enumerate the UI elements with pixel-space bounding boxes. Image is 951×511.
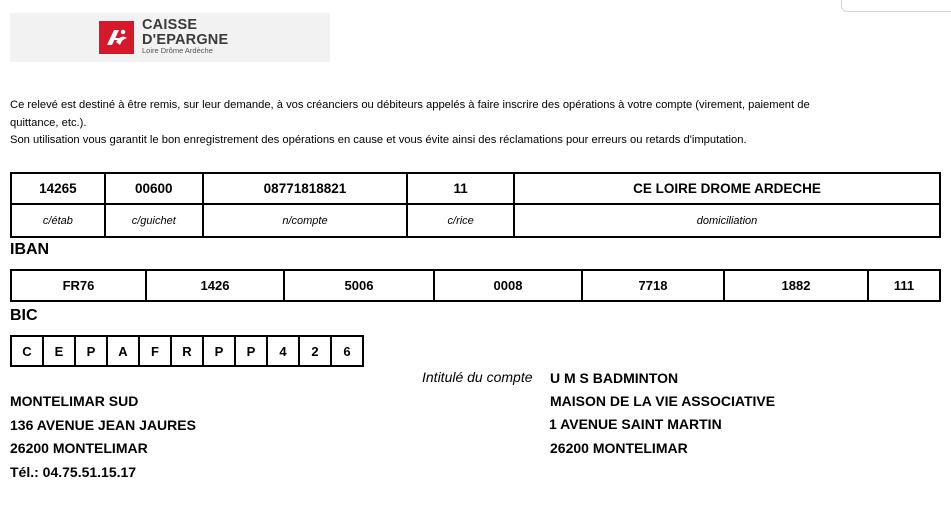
iban-group: 7718 [582, 270, 724, 301]
iban-heading: IBAN [10, 241, 50, 258]
bank-logo [10, 13, 330, 62]
rib-label-compte: n/compte [203, 204, 408, 237]
bic-char: R [171, 336, 203, 366]
bic-char: C [11, 336, 43, 366]
bic-char: 4 [267, 336, 299, 366]
bic-char: E [43, 336, 75, 366]
bic-row [11, 336, 363, 366]
rib-domiciliation: CE LOIRE DROME ARDECHE [514, 173, 940, 204]
intro-paragraph-2: Son utilisation vous garantit le bon enregistrement des opérations en cause et vous évite ainsi des réclamations pour erreurs ou retards d'imputation. [10, 134, 747, 146]
bank-name-line2: D'EPARGNE [142, 31, 229, 48]
bic-char: 6 [331, 336, 363, 366]
rib-label-guichet: c/guichet [105, 204, 203, 237]
account-holder-address-line: MAISON DE LA VIE ASSOCIATIVE [550, 393, 776, 409]
account-holder-address-line: 1 AVENUE SAINT MARTIN [549, 416, 722, 432]
bic-heading: BIC [10, 307, 38, 324]
rib-table [10, 172, 941, 238]
rib-key: 11 [407, 173, 514, 204]
rib-values-row [11, 173, 940, 204]
iban-group: 111 [868, 270, 940, 301]
intro-text [10, 97, 830, 150]
rib-labels-row [11, 204, 940, 237]
rib-account-number: 08771818821 [203, 173, 408, 204]
account-holder-name: U M S BADMINTON [550, 370, 679, 386]
bic-table [10, 335, 364, 367]
iban-group: 0008 [434, 270, 582, 301]
branch-address-line: 26200 MONTELIMAR [10, 440, 148, 456]
account-title-label: Intitulé du compte [422, 369, 533, 385]
bic-char: 2 [299, 336, 331, 366]
caisse-epargne-squirrel-icon [99, 21, 134, 54]
iban-group: 1426 [146, 270, 284, 301]
iban-group: 5006 [284, 270, 434, 301]
rib-code-etablissement: 14265 [11, 173, 105, 204]
rib-label-etab: c/étab [11, 204, 105, 237]
bank-region: Loire Drôme Ardèche [142, 46, 213, 55]
account-holder-address-line: 26200 MONTELIMAR [550, 440, 688, 456]
bic-char: P [75, 336, 107, 366]
corner-tab [841, 0, 951, 12]
iban-table [10, 269, 941, 302]
branch-name: MONTELIMAR SUD [10, 393, 139, 409]
rib-label-domiciliation: domiciliation [514, 204, 940, 237]
intro-paragraph-1: Ce relevé est destiné à être remis, sur leur demande, à vos créanciers ou débiteurs appelés à faire inscrire des opérations à votre compte (virement, paiement de quittance, etc.). [10, 99, 810, 129]
bic-char: A [107, 336, 139, 366]
rib-label-cle: c/rice [407, 204, 514, 237]
bic-char: F [139, 336, 171, 366]
branch-address-line: 136 AVENUE JEAN JAURES [10, 417, 196, 433]
bank-name-line1: CAISSE [142, 17, 198, 33]
iban-group: FR76 [11, 270, 146, 301]
branch-phone: Tél.: 04.75.51.15.17 [10, 464, 137, 480]
bank-name [142, 18, 228, 47]
bic-char: P [235, 336, 267, 366]
iban-group: 1882 [724, 270, 868, 301]
bic-char: P [203, 336, 235, 366]
iban-row [11, 270, 940, 301]
rib-code-guichet: 00600 [105, 173, 203, 204]
